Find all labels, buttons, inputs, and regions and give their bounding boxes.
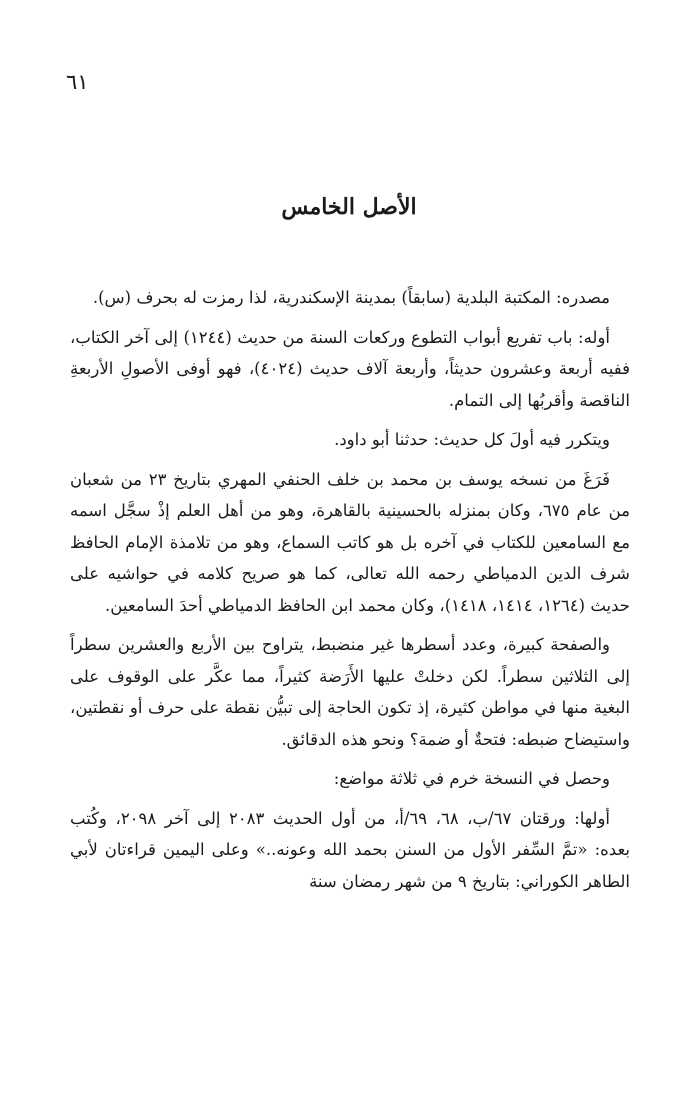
page-number: ٦١ [66, 70, 89, 94]
paragraph-first-gap: أولها: ورقتان ٦٧/ب، ٦٨، ٦٩/أ، من أول الحديث ٢٠٨٣ إلى آخر ٢٠٩٨، وكُتب بعده: «تمَّ السِّفر الأول من السنن بحمد الله وعونه..» وعلى اليمين قراءتان لأبي الطاهر الكوراني: بتاريخ ٩ من شهر رمضان سنة [70, 808, 630, 891]
paragraph-gaps-intro: وحصل في النسخة خرم في ثلاثة مواضع: [333, 769, 610, 788]
paragraph-source: مصدره: المكتبة البلدية (سابقاً) بمدينة الإسكندرية، لذا رمزت له بحرف (س). [92, 288, 610, 307]
paragraph-copyist: فَرَغَ من نسخه يوسف بن محمد بن خلف الحنفي المهري بتاريخ ٢٣ من شعبان من عام ٦٧٥، وكان بمنزله بالحسينية بالقاهرة، وهو من أهل العلم إذْ سجَّل اسمه مع السامعين للكتاب في آخره بل هو كاتب السماع، وهو من تلامذة الإمام الحافظ شرف الدين الدمياطي رحمه الله تعالى، كما هو صريح كلامه في حواشيه على حديث (١٢٦٤، ١٤١٤، ١٤١٨)، وكان محمد ابن الحافظ الدمياطي أحدَ السامعين. [70, 469, 630, 615]
page-body [70, 282, 630, 905]
paragraph-beginning: أوله: باب تفريع أبواب التطوع وركعات السنة من حديث (١٢٤٤) إلى آخر الكتاب، ففيه أربعة وعشرون حديثاً، وأربعة آلاف حديث (٤٠٢٤)، فهو أوفى الأصولِ الأربعةِ الناقصة وأقربُها إلى التمام. [70, 327, 630, 410]
paragraph-page-description: والصفحة كبيرة، وعدد أسطرها غير منضبط، يتراوح بين الأربع والعشرين سطراً إلى الثلاثين سطراً. لكن دخلتْ عليها الأَرَضة كثيراً، مما عكَّر على الوقوف على البغية منها في مواطن كثيرة، إذ تكون الحاجة إلى تبيُّن نقطة على حرف أو نقطتين، واستيضاح ضبطه: فتحةٌ أو ضمة؟ ونحو هذه الدقائق. [70, 635, 630, 749]
paragraph-repetition: ويتكرر فيه أولَ كل حديث: حدثنا أبو داود. [334, 430, 610, 449]
chapter-title: الأصل الخامس [281, 194, 417, 220]
